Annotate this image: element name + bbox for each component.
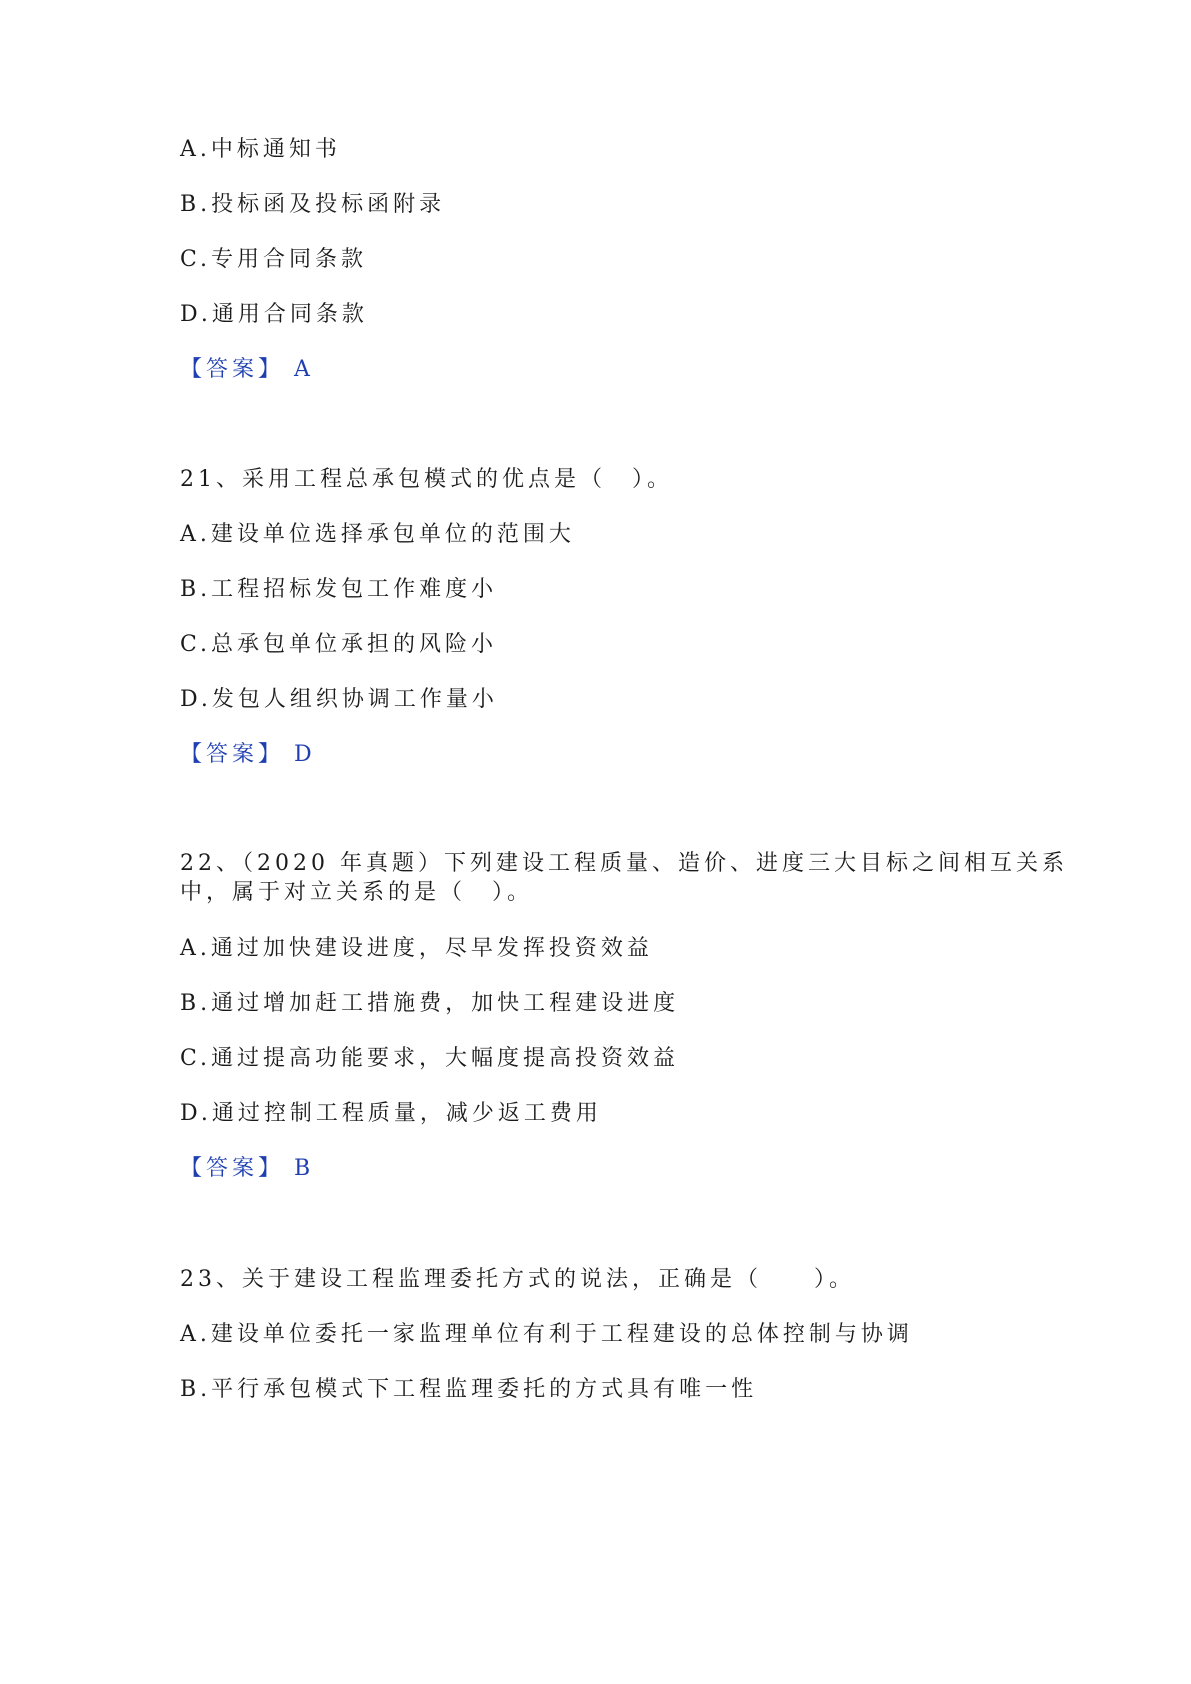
q21-answer [180, 739, 316, 771]
q22-option-d: D.通过控制工程质量，减少返工费用 [180, 1101, 602, 1126]
answer-value: D [294, 742, 316, 767]
answer-open-bracket: 【 [180, 1156, 207, 1181]
q23-option-a: A.建设单位委托一家监理单位有利于工程建设的总体控制与协调 [180, 1322, 913, 1347]
q21-option-a: A.建设单位选择承包单位的范围大 [180, 522, 575, 547]
answer-close-bracket: 】 [258, 357, 285, 382]
answer-label: 答案 [206, 357, 259, 382]
q20-option-c: C.专用合同条款 [180, 247, 368, 272]
q21-stem: 21、采用工程总承包模式的优点是（ ）。 [180, 467, 673, 492]
q20-option-d: D.通用合同条款 [180, 302, 368, 327]
answer-close-bracket: 】 [258, 1156, 285, 1181]
q21-option-d: D.发包人组织协调工作量小 [180, 687, 498, 712]
q22-option-b: B.通过增加赶工措施费，加快工程建设进度 [180, 991, 680, 1016]
q21-option-b: B.工程招标发包工作难度小 [180, 577, 498, 602]
q20-answer [180, 354, 314, 386]
q22-option-c: C.通过提高功能要求，大幅度提高投资效益 [180, 1046, 680, 1071]
q20-option-b: B.投标函及投标函附录 [180, 192, 446, 217]
answer-label: 答案 [206, 742, 259, 767]
q22-answer [180, 1153, 314, 1185]
answer-value: A [294, 357, 314, 382]
q22-option-a: A.通过加快建设进度，尽早发挥投资效益 [180, 936, 653, 961]
q22-stem-line-1: 22、（2020 年真题）下列建设工程质量、造价、进度三大目标之间相互关系 [180, 851, 1068, 876]
answer-open-bracket: 【 [180, 742, 207, 767]
answer-label: 答案 [206, 1156, 259, 1181]
answer-close-bracket: 】 [258, 742, 285, 767]
answer-open-bracket: 【 [180, 357, 207, 382]
q22-stem-line-2: 中，属于对立关系的是（ ）。 [180, 880, 534, 905]
q21-option-c: C.总承包单位承担的风险小 [180, 632, 498, 657]
q23-option-b: B.平行承包模式下工程监理委托的方式具有唯一性 [180, 1377, 758, 1402]
q23-stem: 23、关于建设工程监理委托方式的说法，正确是（ ）。 [180, 1267, 855, 1292]
answer-value: B [294, 1156, 315, 1181]
q20-option-a: A.中标通知书 [180, 137, 341, 162]
